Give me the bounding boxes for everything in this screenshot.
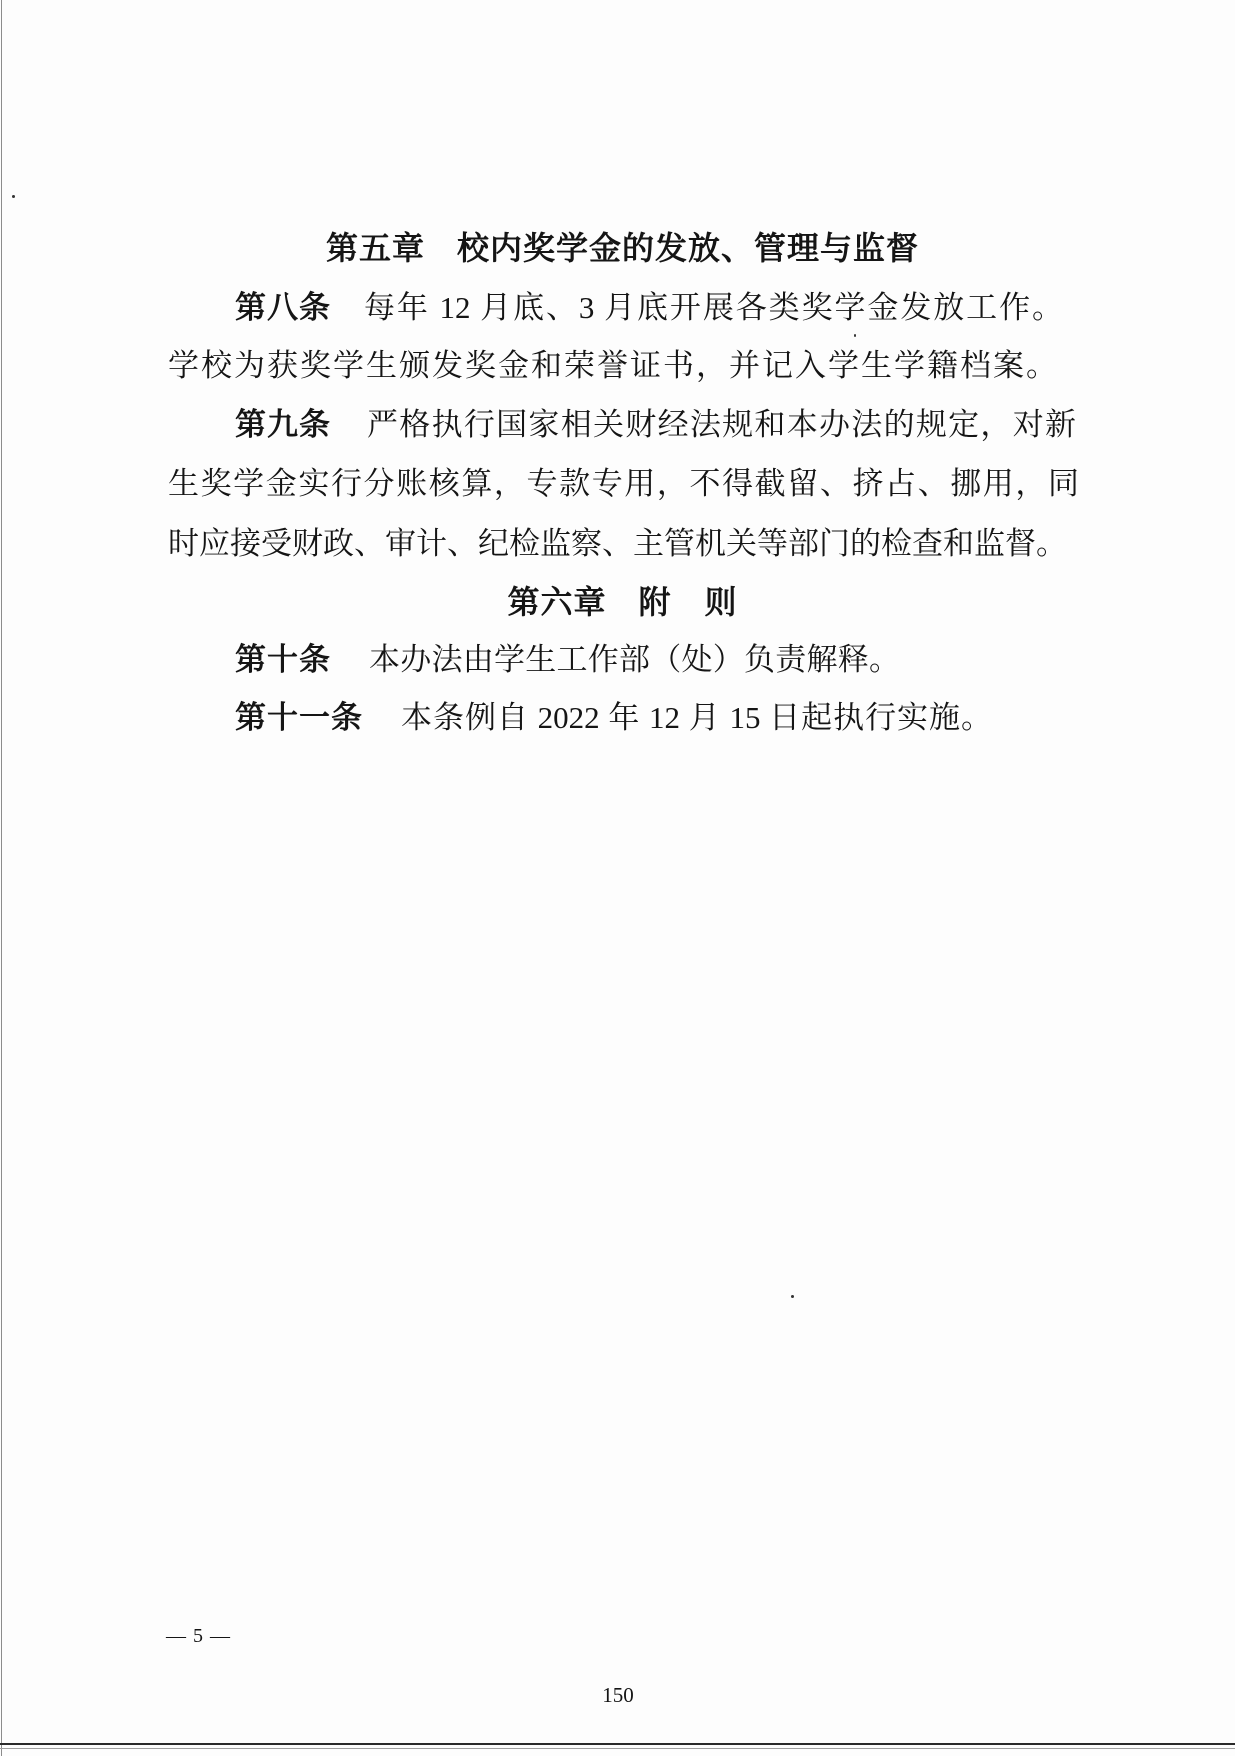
scan-bottom-edge-faint: [0, 1748, 1235, 1749]
scan-bottom-edge: [0, 1743, 1235, 1745]
chapter-heading: [168, 582, 1077, 622]
article-text-line: 本办法由学生工作部（处）负责解释。: [369, 642, 900, 677]
page-number: 150: [602, 1683, 634, 1707]
article-label: 第十一条: [235, 700, 363, 736]
chapter-title: 校内奖学金的发放、管理与监督: [457, 229, 920, 267]
article-text-line: 本条例自 2022 年 12 月 15 日起执行实施。: [401, 700, 992, 735]
chapter-heading: [168, 228, 1077, 268]
chapter-title: 附 则: [638, 583, 738, 621]
article-text-line: 严格执行国家相关财经法规和本办法的规定，对新: [367, 407, 1076, 442]
article-text-line: 时应接受财政、审计、纪检监察、主管机关等部门的检查和监督。: [168, 526, 1067, 561]
page-marker: — 5 —: [166, 1625, 231, 1647]
article-label: 第九条: [235, 407, 331, 443]
scan-speck: [12, 195, 15, 198]
article-label: 第八条: [235, 290, 331, 326]
scan-left-edge: [1, 0, 2, 1756]
chapter-number: 第五章: [325, 229, 425, 267]
article-text-line: 生奖学金实行分账核算，专款专用，不得截留、挤占、挪用，同: [168, 466, 1079, 501]
scan-speck: [854, 334, 856, 337]
article-label: 第十条: [235, 642, 331, 678]
article-text-line: 每年 12 月底、3 月底开展各类奖学金发放工作。: [364, 290, 1063, 325]
scan-speck: [791, 1295, 794, 1298]
chapter-number: 第六章: [507, 583, 607, 621]
article-text-line: 学校为获奖学生颁发奖金和荣誉证书，并记入学生学籍档案。: [168, 348, 1057, 383]
